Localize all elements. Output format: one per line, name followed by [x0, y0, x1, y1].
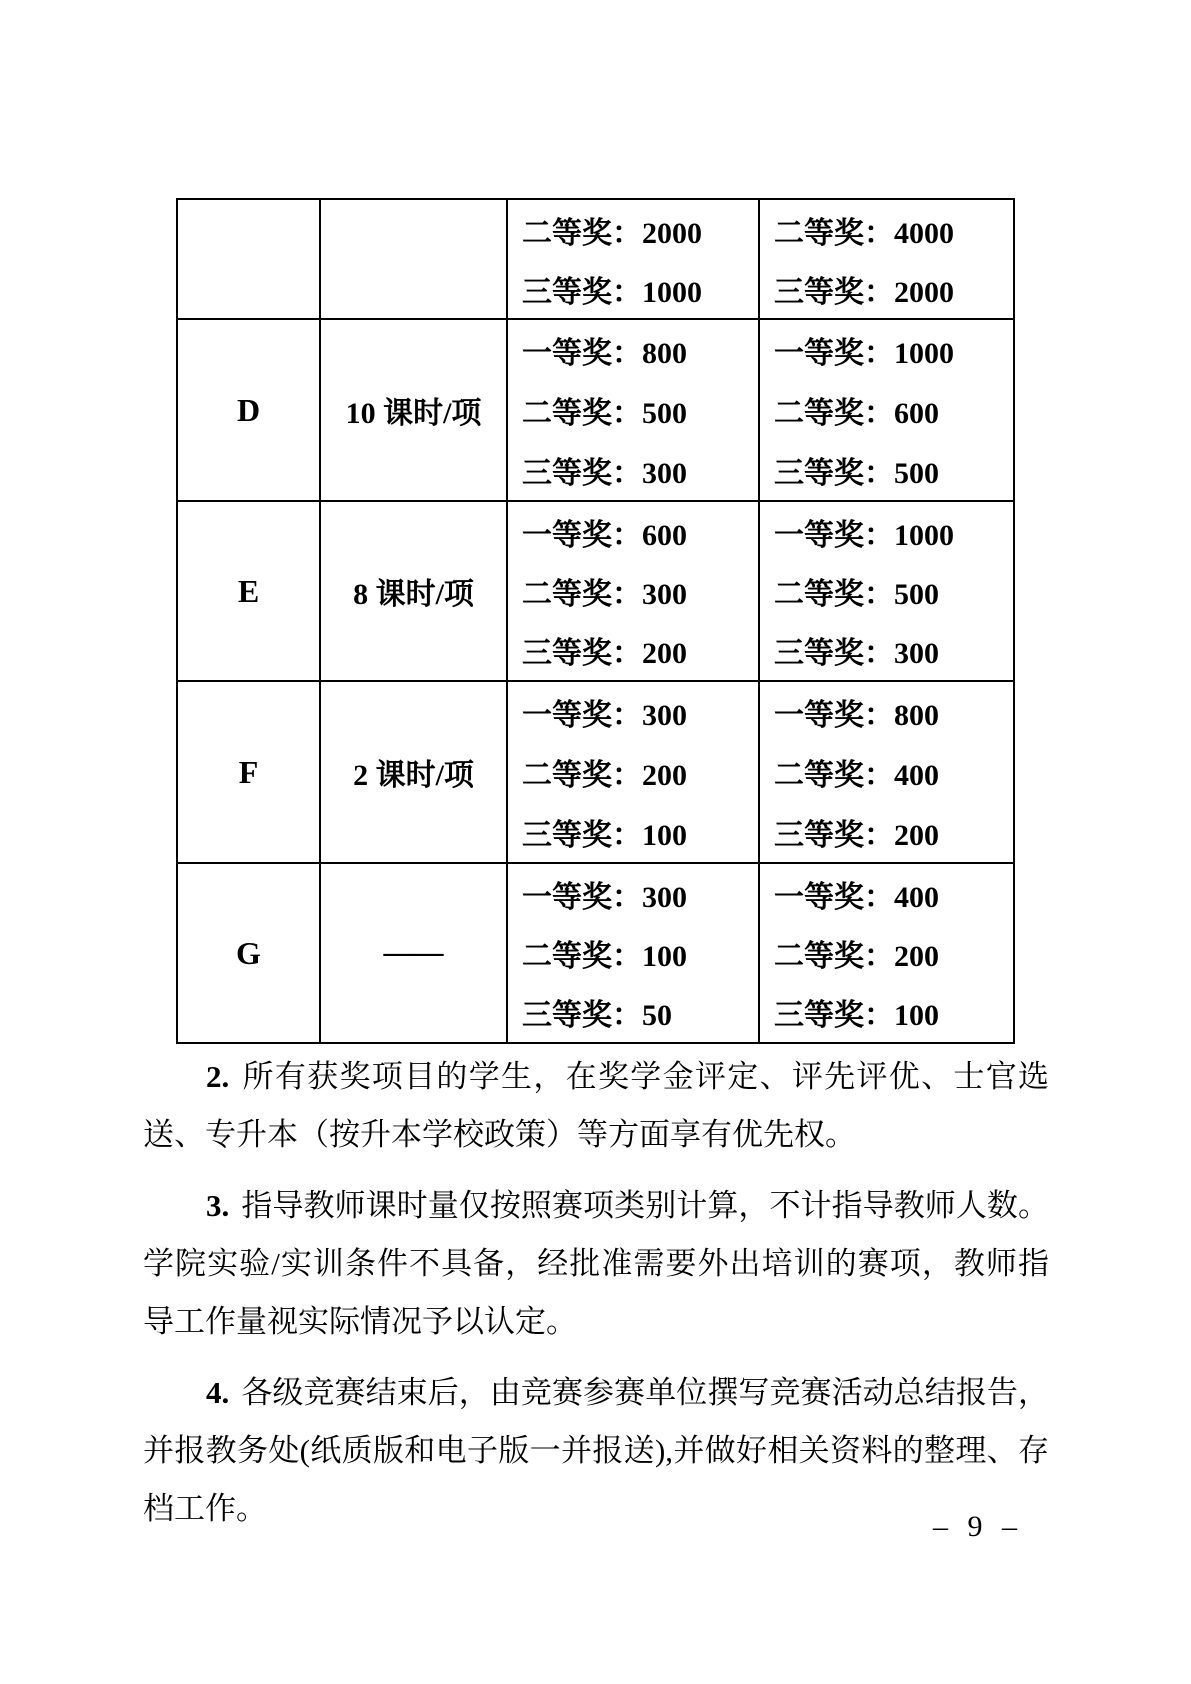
- award-line: 三等奖：500: [774, 457, 939, 490]
- workload-cell: [320, 199, 507, 319]
- award-line: 三等奖：100: [774, 999, 939, 1033]
- paragraph-number: 3.: [206, 1188, 230, 1223]
- table-row: [177, 199, 1014, 319]
- award-cell-col4: [759, 319, 1014, 501]
- award-cell-col4: [759, 863, 1014, 1043]
- body-text: [143, 1048, 1049, 1551]
- award-cell-col3: [507, 319, 759, 501]
- award-line: 三等奖：100: [522, 819, 687, 852]
- award-table: [176, 198, 1015, 1044]
- paragraph-text: 各级竞赛结束后，由竞赛参赛单位撰写竞赛活动总结报告，并报教务处(纸质版和电子版一并报送),并做好相关资料的整理、存档工作。: [143, 1375, 1049, 1526]
- award-line: 三等奖：200: [522, 637, 687, 671]
- award-line: 一等奖：800: [522, 337, 687, 370]
- award-line: 二等奖：600: [774, 397, 939, 430]
- award-cell-col3: [507, 501, 759, 681]
- award-line: 三等奖：300: [774, 637, 939, 671]
- category-cell: [177, 199, 320, 319]
- award-line: 一等奖：300: [522, 699, 687, 732]
- award-line: 二等奖：500: [522, 397, 687, 430]
- table-row: [177, 863, 1014, 1043]
- table-row: [177, 681, 1014, 863]
- workload-cell: 10 课时/项: [320, 319, 507, 501]
- workload-cell: 2 课时/项: [320, 681, 507, 863]
- award-line: 二等奖：4000: [774, 216, 954, 250]
- award-cell-col4: [759, 501, 1014, 681]
- workload-cell: 8 课时/项: [320, 501, 507, 681]
- award-line: 二等奖：200: [774, 939, 939, 973]
- paragraph-text: 指导教师课时量仅按照赛项类别计算，不计指导教师人数。学院实验/实训条件不具备，经批准需要外出培训的赛项，教师指导工作量视实际情况予以认定。: [143, 1188, 1049, 1339]
- award-cell-col4: [759, 681, 1014, 863]
- page-number: – 9 –: [933, 1510, 1023, 1543]
- paragraph-number: 4.: [206, 1375, 230, 1410]
- award-cell-col4: [759, 199, 1014, 319]
- table-row: [177, 501, 1014, 681]
- award-line: 一等奖：300: [522, 880, 687, 914]
- category-cell: E: [177, 501, 320, 681]
- paragraph-2: [143, 1048, 1049, 1164]
- award-line: 三等奖：200: [774, 819, 939, 852]
- paragraph-4: [143, 1364, 1049, 1538]
- award-cell-col3: [507, 199, 759, 319]
- award-line: 二等奖：2000: [522, 216, 702, 250]
- award-line: 三等奖：300: [522, 457, 687, 490]
- award-line: 二等奖：100: [522, 939, 687, 973]
- workload-cell: ——: [320, 863, 507, 1043]
- award-line: 一等奖：600: [522, 518, 687, 552]
- award-line: 一等奖：400: [774, 880, 939, 914]
- category-cell: D: [177, 319, 320, 501]
- award-line: 一等奖：800: [774, 699, 939, 732]
- award-line: 三等奖：2000: [774, 275, 954, 309]
- paragraph-number: 2.: [206, 1059, 230, 1094]
- award-line: 三等奖：1000: [522, 275, 702, 309]
- paragraph-3: [143, 1177, 1049, 1351]
- award-line: 一等奖：1000: [774, 337, 954, 370]
- category-cell: F: [177, 681, 320, 863]
- award-cell-col3: [507, 681, 759, 863]
- award-line: 二等奖：300: [522, 577, 687, 611]
- award-line: 三等奖：50: [522, 999, 672, 1033]
- table-row: [177, 319, 1014, 501]
- award-line: 二等奖：200: [522, 759, 687, 792]
- category-cell: G: [177, 863, 320, 1043]
- award-line: 二等奖：500: [774, 577, 939, 611]
- award-cell-col3: [507, 863, 759, 1043]
- award-line: 一等奖：1000: [774, 518, 954, 552]
- award-line: 二等奖：400: [774, 759, 939, 792]
- paragraph-text: 所有获奖项目的学生，在奖学金评定、评先评优、士官选送、专升本（按升本学校政策）等方面享有优先权。: [143, 1059, 1049, 1152]
